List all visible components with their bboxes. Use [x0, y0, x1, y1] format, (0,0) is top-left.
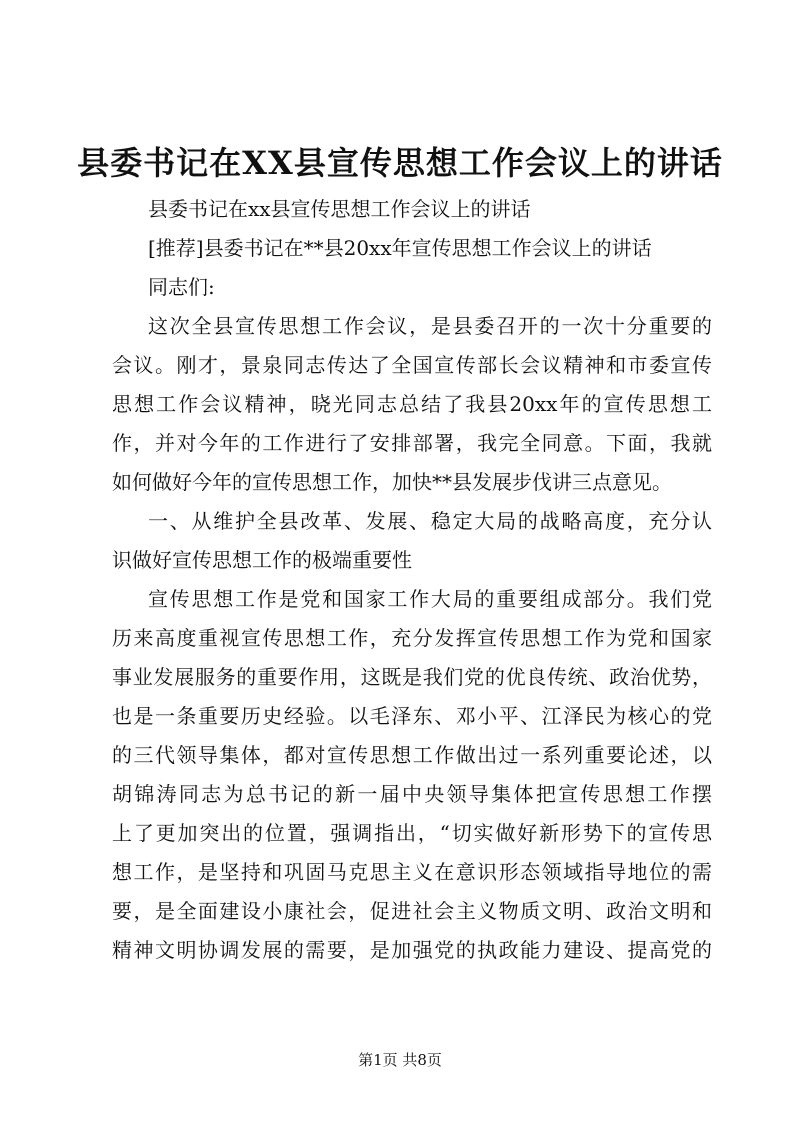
paragraph-line: 事业发展服务的重要作用，这既是我们党的优良传统、政治优势，: [112, 665, 712, 689]
paragraph-line: 的三代领导集体，都对宣传思想工作做出过一系列重要论述，以: [112, 743, 712, 767]
paragraph-line: 如何做好今年的宣传思想工作，加快**县发展步伐讲三点意见。: [112, 470, 672, 494]
paragraph-line: 宣传思想工作是党和国家工作大局的重要组成部分。我们党: [148, 587, 712, 611]
subtitle-line: 县委书记在xx县宣传思想工作会议上的讲话: [148, 197, 531, 221]
page-footer: 第1页 共8页: [358, 1051, 442, 1069]
paragraph-line: 历来高度重视宣传思想工作，充分发挥宣传思想工作为党和国家: [112, 626, 712, 650]
document-body: [112, 190, 712, 970]
section-heading-line: 一、从维护全县改革、发展、稳定大局的战略高度，充分认: [148, 509, 712, 533]
page-title: 县委书记在XX县宣传思想工作会议上的讲话: [77, 144, 723, 182]
section-heading-line: 识做好宣传思想工作的极端重要性: [112, 548, 412, 572]
salutation-line: 同志们:: [148, 275, 215, 299]
paragraph-line: 作，并对今年的工作进行了安排部署，我完全同意。下面，我就: [112, 431, 712, 455]
paragraph-line: 要，是全面建设小康社会，促进社会主义物质文明、政治文明和: [112, 899, 712, 923]
paragraph-line: 这次全县宣传思想工作会议，是县委召开的一次十分重要的: [148, 314, 712, 338]
paragraph-line: 精神文明协调发展的需要，是加强党的执政能力建设、提高党的: [112, 938, 712, 962]
recommend-line: [推荐]县委书记在**县20xx年宣传思想工作会议上的讲话: [148, 236, 652, 260]
paragraph-line: 上了更加突出的位置，强调指出，“切实做好新形势下的宣传思: [112, 821, 712, 845]
paragraph-line: 胡锦涛同志为总书记的新一届中央领导集体把宣传思想工作摆: [112, 782, 712, 806]
paragraph-line: 思想工作会议精神，晓光同志总结了我县20xx年的宣传思想工: [112, 392, 712, 416]
paragraph-line: 会议。刚才，景泉同志传达了全国宣传部长会议精神和市委宣传: [112, 353, 712, 377]
paragraph-line: 想工作，是坚持和巩固马克思主义在意识形态领域指导地位的需: [112, 860, 712, 884]
paragraph-line: 也是一条重要历史经验。以毛泽东、邓小平、江泽民为核心的党: [112, 704, 712, 728]
